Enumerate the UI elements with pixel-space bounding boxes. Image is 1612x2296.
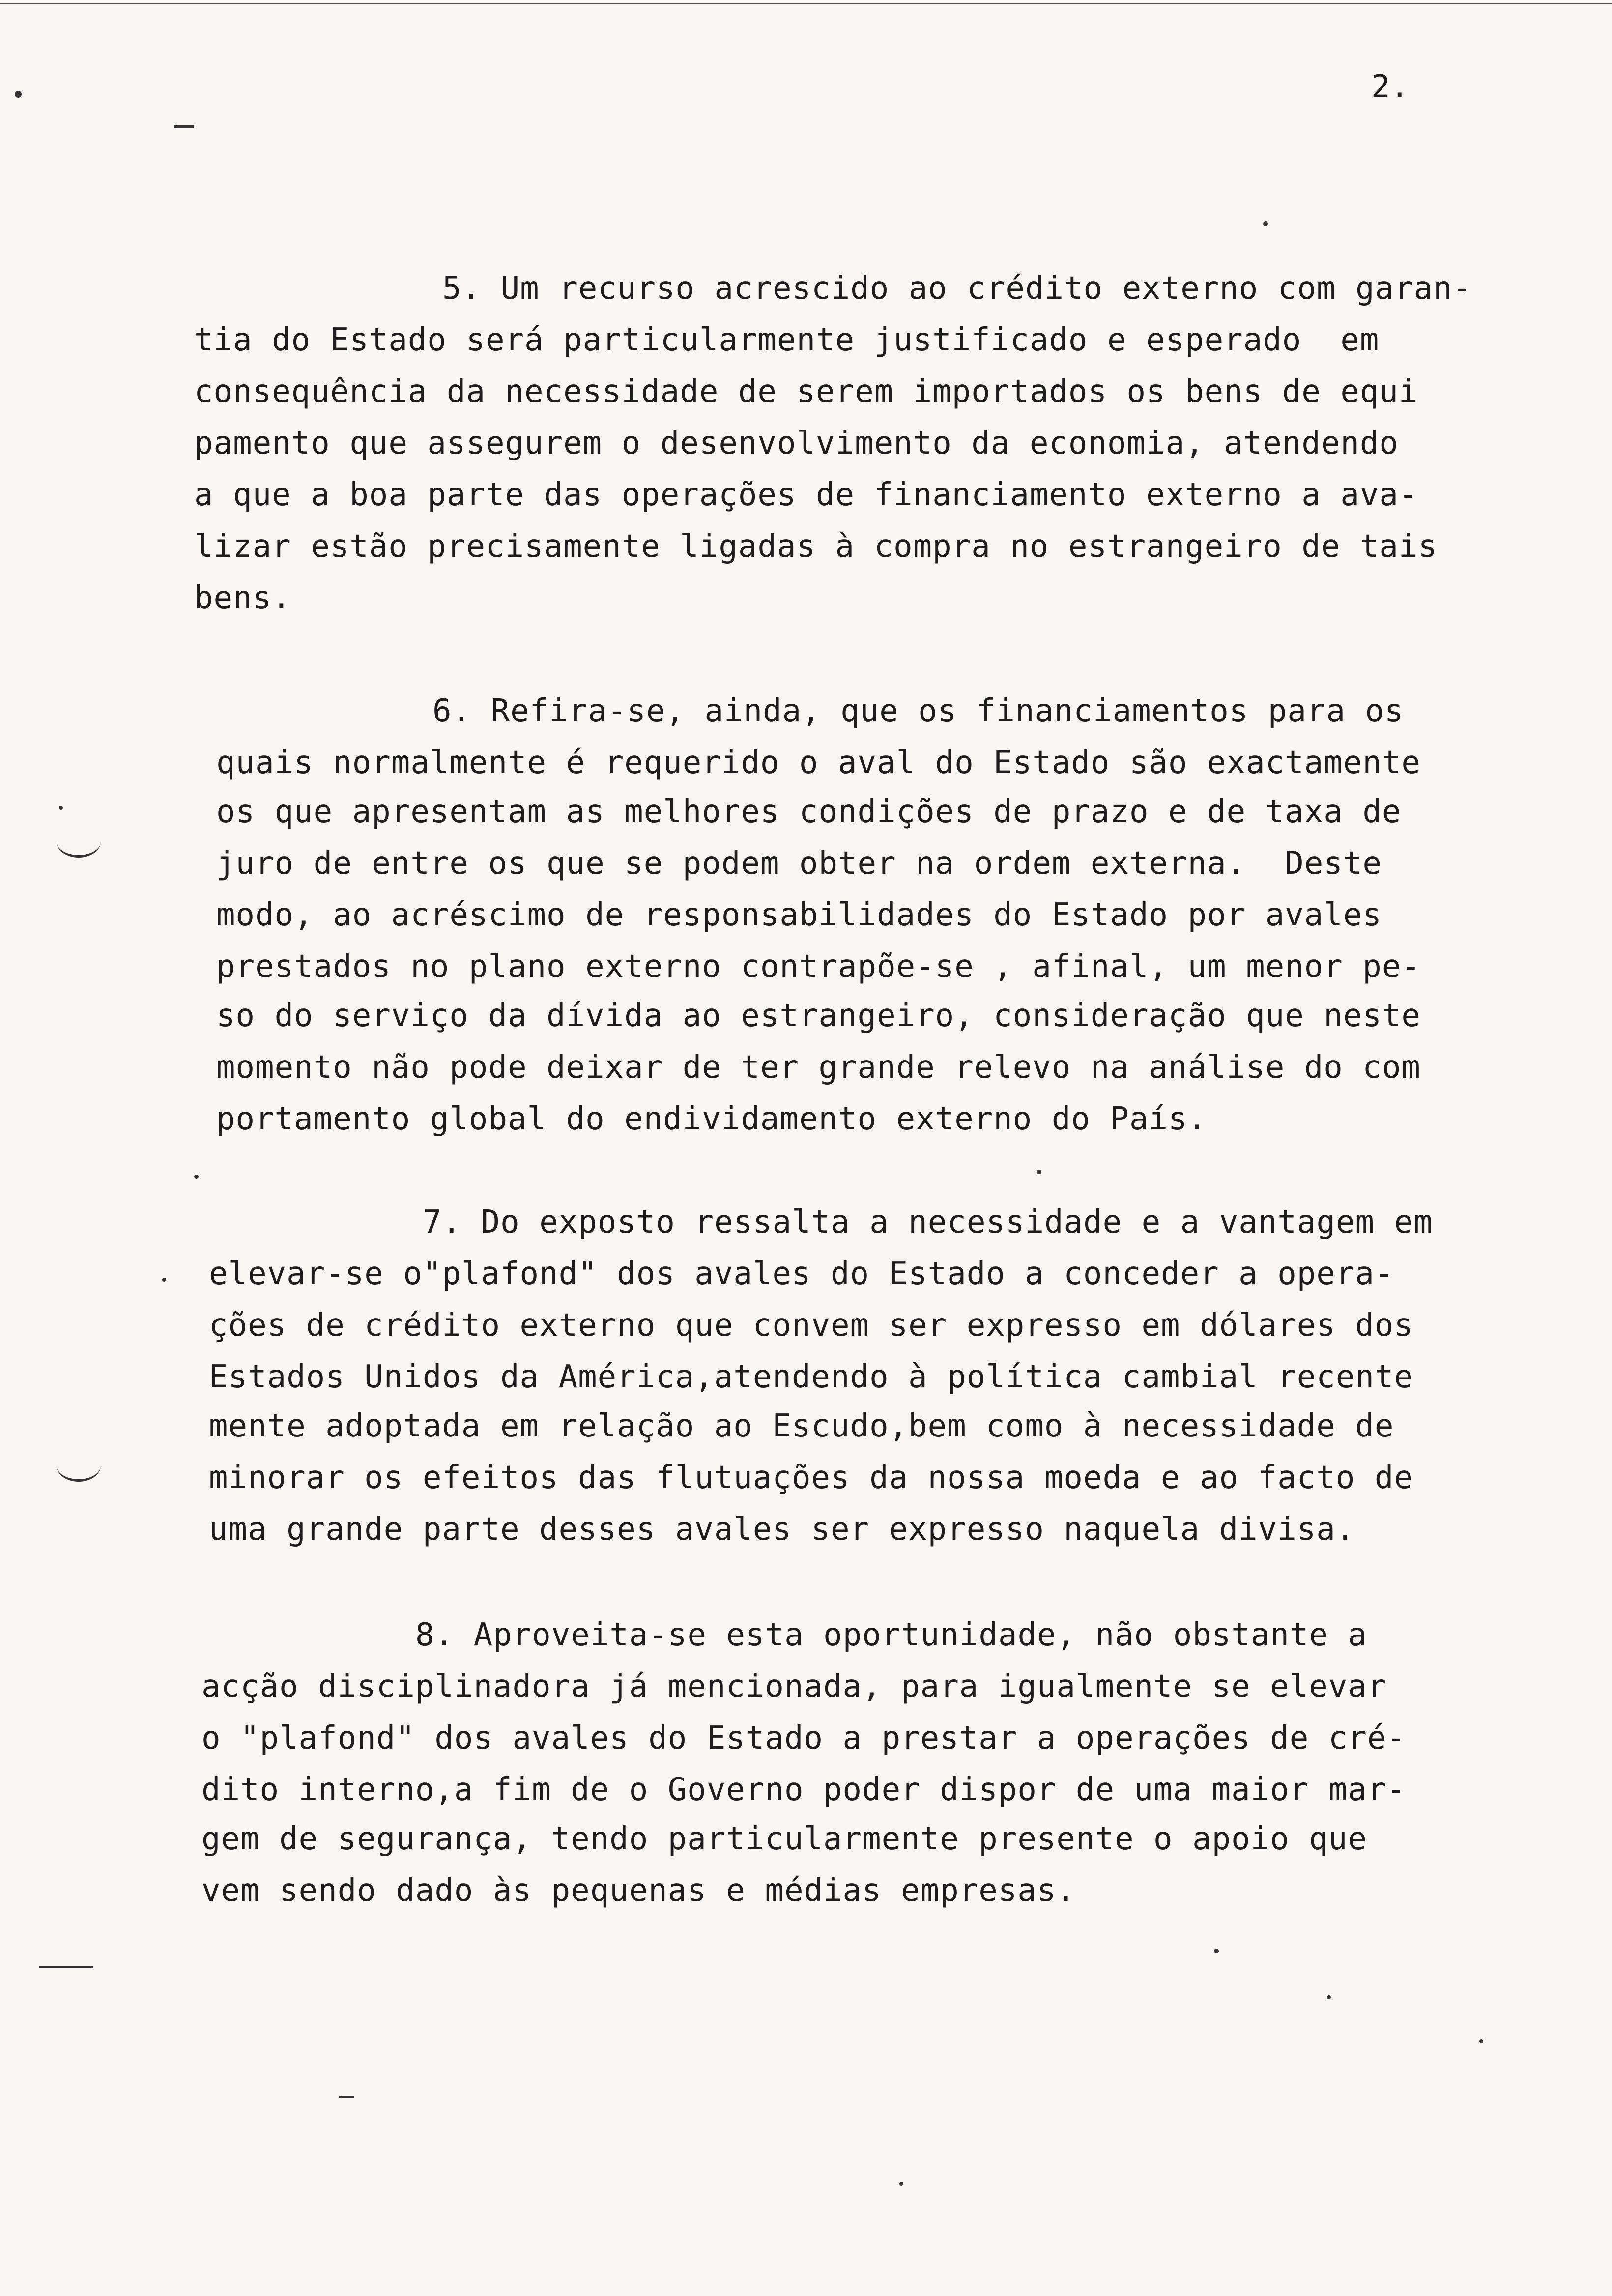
text-line: o "plafond" dos avales do Estado a prestar a operações de cré- <box>202 1720 1406 1756</box>
text-line: tia do Estado será particularmente justificado e esperado em <box>194 322 1380 358</box>
text-line: 8. Aproveita-se esta oportunidade, não obstante a <box>415 1617 1368 1653</box>
binding-hole-mark <box>57 826 101 858</box>
scan-speck <box>1327 1995 1331 1999</box>
text-line: elevar-se o"plafond" dos avales do Estado a conceder a opera- <box>209 1256 1394 1292</box>
text-line: momento não pode deixar de ter grande relevo na análise do com <box>216 1049 1421 1086</box>
text-line: 5. Um recurso acrescido ao crédito externo com garan- <box>442 270 1472 307</box>
scan-speck <box>162 1278 166 1282</box>
scan-speck <box>1037 1170 1041 1174</box>
text-line: a que a boa parte das operações de financiamento externo a ava- <box>194 477 1418 513</box>
text-line: dito interno,a fim de o Governo poder dispor de uma maior mar- <box>202 1772 1406 1808</box>
text-line: acção disciplinadora já mencionada, para igualmente se elevar <box>202 1668 1387 1705</box>
text-line: os que apresentam as melhores condições de prazo e de taxa de <box>216 794 1402 830</box>
binding-hole-mark <box>57 1450 101 1482</box>
text-line: lizar estão precisamente ligadas à compra no estrangeiro de tais <box>194 528 1438 565</box>
scan-speck <box>59 806 63 810</box>
text-line: bens. <box>194 580 291 616</box>
scan-speck <box>194 1175 199 1179</box>
scan-speck <box>899 2182 903 2186</box>
text-line: ções de crédito externo que convem ser expresso em dólares dos <box>209 1307 1413 1344</box>
text-line: mente adoptada em relação ao Escudo,bem como à necessidade de <box>209 1408 1394 1444</box>
scan-dash-mark <box>174 125 194 128</box>
text-line: Estados Unidos da América,atendendo à política cambial recente <box>209 1359 1413 1395</box>
text-line: gem de segurança, tendo particularmente presente o apoio que <box>202 1821 1367 1857</box>
text-line: juro de entre os que se podem obter na ordem externa. Deste <box>216 845 1382 882</box>
text-line: uma grande parte desses avales ser expresso naquela divisa. <box>209 1511 1355 1548</box>
scan-speck <box>1214 1949 1219 1953</box>
text-line: 7. Do exposto ressalta a necessidade e a vantagem em <box>423 1204 1433 1240</box>
text-line: consequência da necessidade de serem importados os bens de equi <box>194 373 1418 410</box>
text-line: quais normalmente é requerido o aval do Estado são exactamente <box>216 745 1421 781</box>
text-line: pamento que assegurem o desenvolvimento da economia, atendendo <box>194 425 1399 461</box>
scan-speck <box>15 91 22 98</box>
scan-dash-mark <box>339 2096 354 2098</box>
text-line: portamento global do endividamento externo do País. <box>216 1101 1208 1137</box>
scan-speck <box>1479 2039 1483 2043</box>
text-line: modo, ao acréscimo de responsabilidades do Estado por avales <box>216 897 1382 933</box>
text-line: 6. Refira-se, ainda, que os financiamentos para os <box>432 693 1404 729</box>
text-line: minorar os efeitos das flutuações da nossa moeda e ao facto de <box>209 1460 1413 1496</box>
text-line: prestados no plano externo contrapõe-se , afinal, um menor pe- <box>216 948 1421 985</box>
page-number: 2. <box>1371 69 1410 105</box>
text-line: vem sendo dado às pequenas e médias empresas. <box>202 1872 1076 1909</box>
scan-speck <box>1263 221 1268 226</box>
scan-dash-mark <box>39 1966 93 1968</box>
top-edge-rule <box>0 3 1612 4</box>
text-line: so do serviço da dívida ao estrangeiro, consideração que neste <box>216 998 1421 1034</box>
